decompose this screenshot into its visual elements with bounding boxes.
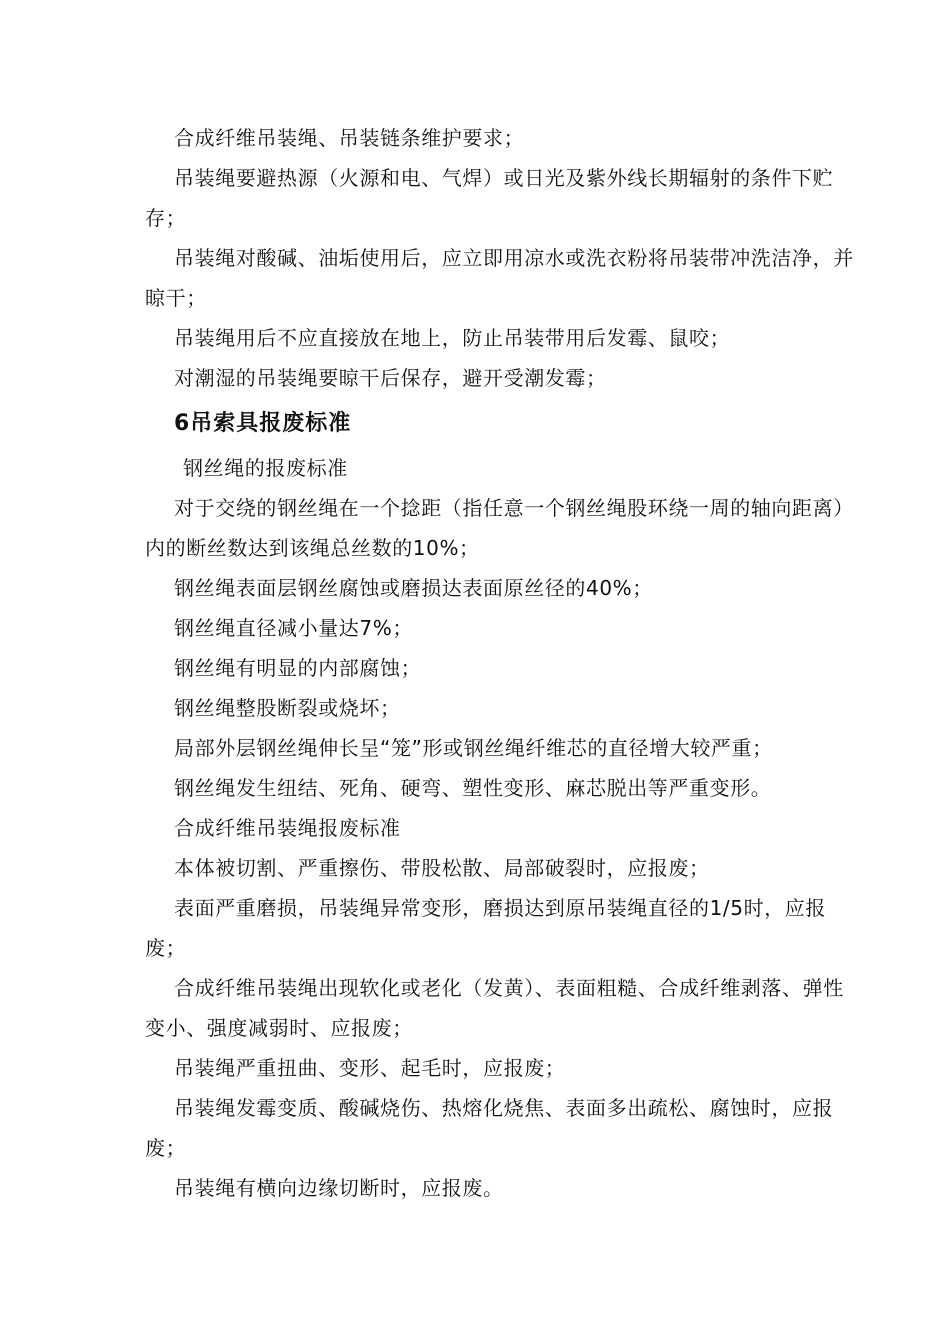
maintenance-item-heat: 吊装绳要避热源（火源和电、气焊）或日光及紫外线长期辐射的条件下贮存；: [145, 166, 834, 230]
synthetic-item: 合成纤维吊装绳出现软化或老化（发黄）、表面粗糙、合成纤维剥落、弹性变小、强度减弱时、应报废；: [145, 976, 844, 1040]
steel-item: 局部外层钢丝绳伸长呈“笼”形或钢丝绳纤维芯的直径增大较严重；: [174, 736, 773, 760]
maintenance-item-dry: 对潮湿的吊装绳要晾干后保存，避开受潮发霉；: [174, 366, 607, 390]
synthetic-item: 本体被切割、严重擦伤、带股松散、局部破裂时，应报废；: [174, 856, 710, 880]
steel-item: 钢丝绳有明显的内部腐蚀；: [174, 656, 422, 680]
steel-item: 对于交绕的钢丝绳在一个捻距（指任意一个钢丝绳股环绕一周的轴向距离）内的断丝数达到该绳总丝数的10%；: [145, 496, 854, 560]
maintenance-intro: 合成纤维吊装绳、吊装链条维护要求；: [174, 126, 525, 150]
synthetic-item: 吊装绳严重扭曲、变形、起毛时，应报废；: [174, 1056, 566, 1080]
maintenance-item-wash: 吊装绳对酸碱、油垢使用后，应立即用凉水或洗衣粉将吊装带冲洗洁净，并晾干；: [145, 246, 854, 310]
synthetic-item: 表面严重磨损，吊装绳异常变形，磨损达到原吊装绳直径的1/5时，应报废；: [145, 896, 826, 960]
document-body: [145, 118, 855, 1208]
steel-item: 钢丝绳表面层钢丝腐蚀或磨损达表面原丝径的40%；: [174, 576, 653, 600]
steel-subheading: 钢丝绳的报废标准: [183, 456, 348, 480]
synthetic-item: 吊装绳发霉变质、酸碱烧伤、热熔化烧焦、表面多出疏松、腐蚀时，应报废；: [145, 1096, 834, 1160]
steel-item: 钢丝绳发生纽结、死角、硬弯、塑性变形、麻芯脱出等严重变形。: [174, 776, 772, 800]
section-heading: 6吊索具报废标准: [174, 411, 352, 436]
maintenance-item-storage: 吊装绳用后不应直接放在地上，防止吊装带用后发霉、鼠咬；: [174, 326, 731, 350]
synthetic-item: 吊装绳有横向边缘切断时，应报废。: [174, 1176, 504, 1200]
synthetic-subheading: 合成纤维吊装绳报废标准: [174, 816, 401, 840]
steel-item: 钢丝绳直径减小量达7%；: [174, 616, 413, 640]
steel-item: 钢丝绳整股断裂或烧坏；: [174, 696, 401, 720]
